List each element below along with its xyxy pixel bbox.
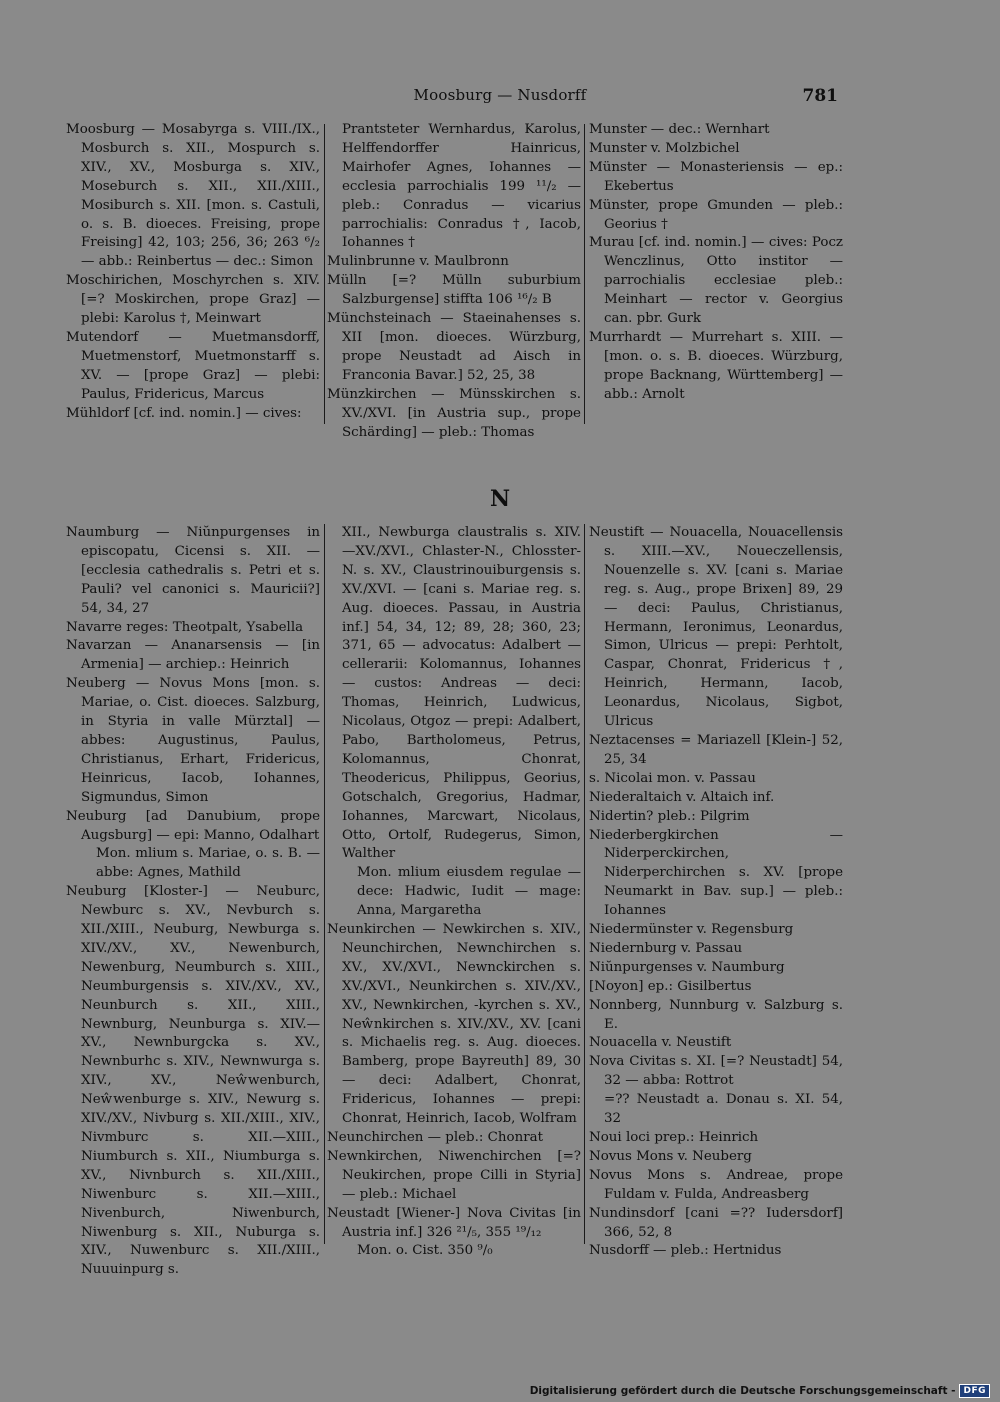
top-column-1 xyxy=(66,121,320,424)
entry-neuberg: Neuberg — Novus Mons [mon. s. Mariae, o. Cist. dioeces. Salzburg, in Styria in valle Mürztal] — abbes: Augustinus, Paulus, Christianus, Erhart, Fridericus, Heinricus, Iacob, Iohannes, Sigmundus, Simon xyxy=(66,676,320,805)
entry-navarre: Navarre reges: Theotpalt, Ysabella xyxy=(66,619,304,635)
entry-noyon: [Noyon] ep.: Gisilbertus xyxy=(589,978,752,994)
footer-text: Digitalisierung gefördert durch die Deutsche Forschungsgemeinschaft - xyxy=(529,1385,956,1397)
entry-neztacenses: Neztacenses = Mariazell [Klein-] 52, 25, 34 xyxy=(589,732,843,767)
entry-munster-dec: Munster — dec.: Wernhart xyxy=(589,122,770,137)
page-number: 781 xyxy=(802,86,838,106)
entry-neustift: Neustift — Nouacella, Nouacellensis s. XIII.—XV., Noueczellensis, Nouenzelle s. XV. [cani s. Mariae reg. s. Aug., prope Brixen] 89, 29 — deci: Paulus, Christianus, Hermann, Ieronimus, Leonardus, Simon, Ulricus — prepi: Perhtolt, Caspar, Chonrat, Fridericus †, Heinrich, Hermann, Iacob, Leonardus, Nicolaus, Sigbot, Ulricus xyxy=(589,525,843,730)
entry-navarzan: Navarzan — Ananarsensis — [in Armenia] — archiep.: Heinrich xyxy=(66,638,320,673)
entry-muhldorf-cont: Prantsteter Wernhardus, Karolus, Helffendorffer Hainricus, Mairhofer Agnes, Iohannes — ecclesia parrochialis 199 ¹¹/₂ — pleb.: Conradus — vicarius parrochialis: Conradus †, Iacob, Iohannes † xyxy=(342,122,581,251)
bottom-column-2 xyxy=(327,524,581,1261)
entry-neunchirchen: Neunchirchen — pleb.: Chonrat xyxy=(327,1130,543,1145)
entry-munchsteinach: Münchsteinach — Staeinahenses s. XII [mon. dioeces. Würzburg, prope Neustadt ad Aisch in Franconia Bavar.] 52, 25, 38 xyxy=(327,311,581,383)
entry-nonnberg: Nonnberg, Nunnburg v. Salzburg s. E. xyxy=(589,997,843,1032)
bottom-column-1 xyxy=(66,524,320,1280)
section-letter-heading: N xyxy=(489,486,511,512)
top-column-divider-1 xyxy=(324,124,325,424)
entry-novus-mons: Novus Mons v. Neuberg xyxy=(589,1148,752,1164)
bottom-column-divider-2 xyxy=(584,524,585,1244)
entry-mulinbrunne: Mulinbrunne v. Maulbronn xyxy=(327,254,509,270)
bottom-column-3 xyxy=(589,524,843,1261)
entry-neustadt: Neustadt [Wiener-] Nova Civitas [in Austria inf.] 326 ²¹/₅, 355 ¹⁹/₁₂ xyxy=(327,1205,581,1240)
entry-neuburg-mon: Mon. mlium s. Mariae, o. s. B. — abbe: Agnes, Mathild xyxy=(96,846,320,881)
entry-niedermunster: Niedermünster v. Regensburg xyxy=(589,922,794,938)
footer-credit xyxy=(530,1384,990,1398)
entry-niederaltaich: Niederaltaich v. Altaich inf. xyxy=(589,789,775,805)
entry-moschirichen: Moschirichen, Moschyrchen s. XIV. [=? Moskirchen, prope Graz] — plebi: Karolus †, Meinwart xyxy=(66,273,320,327)
entry-niedernburg: Niedernburg v. Passau xyxy=(589,940,743,956)
entry-s-nicolai: s. Nicolai mon. v. Passau xyxy=(589,770,756,786)
entry-neuburg-kloster: Neuburg [Kloster-] — Neuburc, Newburc s. XV., Nevburch s. XII./XIII., Neuburg, Newburga s. XIV./XV., XV., Newenburch, Newenburg, Neumburch s. XIII., Neumburgensis s. XIV./XV., XV., Neunburch s. XII., XIII., Newnburg, Neunburga s. XIV.—XV., Newnburgcka s. XV., Newnburhc s. XIV., Newnwurga s. XIV., XV., Neŵwenburch, Neŵwenburge s. XIV., Newurg s. XIV./XV., Nivburg s. XII./XIII., XIV., Nivmburc s. XII.—XIII., Niumburch s. XII., Niumburga s. XV., Nivnburch s. XII./XIII., Niwenburc s. XII.—XIII., Nivenburch, Niwenburch, Niwenburg s. XII., Nuburga s. XIV., Nuwenburc s. XII./XIII., Nuuuinpurg s. xyxy=(66,884,320,1278)
entry-muhldorf: Mühldorf [cf. ind. nomin.] — cives: xyxy=(66,405,302,421)
entry-newnkirchen: Newnkirchen, Niwenchirchen [=? Neukirchen, prope Cilli in Styria] — pleb.: Michael xyxy=(327,1148,581,1202)
running-head: Moosburg — Nusdorff xyxy=(413,86,587,104)
top-column-3 xyxy=(589,121,843,405)
entry-murau: Murau [cf. ind. nomin.] — cives: Pocz Wenczlinus, Otto institor — parrochialis ecclesiae pleb.: Meinhart — rector v. Georgius can. pbr. Gurk xyxy=(589,235,843,327)
entry-mutendorf: Mutendorf — Muetmansdorff, Muetmenstorf, Muetmonstarff s. XV. — [prope Graz] — plebi: Paulus, Fridericus, Marcus xyxy=(66,329,320,402)
entry-nusdorff: Nusdorff — pleb.: Hertnidus xyxy=(589,1243,782,1259)
entry-naumburg: Naumburg — Niŭnpurgenses in episcopatu, Cicensi s. XII. — [ecclesia cathedralis s. Petri et s. Pauli? vel canonici s. Mauricii?] 54, 34, 27 xyxy=(66,525,320,616)
entry-neuburg-kloster-cont: XII., Newburga claustralis s. XIV. —XV./XVI., Chlaster-N., Chlosster-N. s. XV., Claustrinouiburgensis s. XV./XVI. — [cani s. Mariae reg. s. Aug. dioeces. Passau, in Austria inf.] 54, 34, 12; 89, 28; 360, 23; 371, 65 — advocatus: Adalbert — cellerarii: Kolomannus, Iohannes — custos: Andreas — deci: Thomas, Heinrich, Ludwicus, Nicolaus, Otgoz — prepi: Adalbert, Pabo, Bartholomeus, Petrus, Kolomannus, Chonrat, Theodericus, Philippus, Georius, Gotschalch, Gregorius, Hadmar, Iohannes, Marcwart, Nicolaus, Otto, Ortolf, Rudegerus, Simon, Walther xyxy=(342,525,581,862)
entry-neuburg-danubium: Neuburg [ad Danubium, prope Augsburg] — epi: Manno, Odalhart xyxy=(66,808,320,843)
entry-neuburg-mon-mlium: Mon. mlium eiusdem regulae — dece: Hadwic, Iudit — mage: Anna, Margaretha xyxy=(357,865,581,919)
entry-nova-civitas: Nova Civitas s. XI. [=? Neustadt] 54, 32 — abba: Rottrot xyxy=(589,1054,843,1089)
entry-nouacella: Nouacella v. Neustift xyxy=(589,1035,732,1051)
entry-niunpurgenses: Niŭnpurgenses v. Naumburg xyxy=(589,959,785,975)
entry-munster-gmunden: Münster, prope Gmunden — pleb.: Georius † xyxy=(589,197,843,232)
entry-neustadt-mon: Mon. o. Cist. 350 ⁹/₀ xyxy=(357,1243,493,1259)
entry-munzkirchen: Münzkirchen — Münsskirchen s. XV./XVI. [in Austria sup., prope Schärding] — pleb.: Thomas xyxy=(327,386,581,440)
entry-nundinsdorf: Nundinsdorf [cani =?? Iudersdorf] 366, 52, 8 xyxy=(589,1205,843,1240)
entry-mulln: Mülln [=? Mülln suburbium Salzburgense] stiffta 106 ¹⁶/₂ B xyxy=(327,273,581,308)
entry-niederbergkirchen: Niederbergkirchen — Niderperckirchen, Niderperchirchen s. XV. [prope Neumarkt in Bav. sup.] — pleb.: Iohannes xyxy=(589,827,843,919)
entry-munster-molzbichel: Munster v. Molzbichel xyxy=(589,140,740,156)
entry-noui-loci: Noui loci prep.: Heinrich xyxy=(589,1130,759,1145)
bottom-column-divider-1 xyxy=(324,524,325,1244)
entry-neunkirchen: Neunkirchen — Newkirchen s. XIV., Neunchirchen, Newnchirchen s. XV., XV./XVI., Newnckirchen s. XV./XVI., Neunkirchen s. XIV./XV., XV., Newnkirchen, -kyrchen s. XV., Neŵnkirchen s. XIV./XV., XV. [cani s. Michaelis reg. s. Aug. dioeces. Bamberg, prope Bayreuth] 89, 30 — deci: Adalbert, Chonrat, Fridericus, Iohannes — prepi: Chonrat, Heinrich, Iacob, Wolfram xyxy=(327,922,581,1127)
entry-munster-monasteriensis: Münster — Monasteriensis — ep.: Ekebertus xyxy=(589,159,843,194)
top-column-divider-2 xyxy=(584,124,585,424)
dfg-logo-icon: DFG xyxy=(959,1384,990,1398)
entry-nova-civitas-alt: =?? Neustadt a. Donau s. XI. 54, 32 xyxy=(604,1092,843,1127)
entry-novus-mons-andreae: Novus Mons s. Andreae, prope Fuldam v. Fulda, Andreasberg xyxy=(589,1167,843,1202)
top-column-2 xyxy=(327,121,581,442)
entry-murrhardt: Murrhardt — Murrehart s. XIII. — [mon. o. s. B. dioeces. Würzburg, prope Backnang, Württemberg] — abb.: Arnolt xyxy=(589,329,843,402)
entry-moosburg: Moosburg — Mosabyrga s. VIII./IX., Mosburch s. XII., Mospurch s. XIV., XV., Mosburga s. XIV., Moseburch s. XII., XII./XIII., Mosiburch s. XII. [mon. s. Castuli, o. s. B. dioeces. Freising, prope Freising] 42, 103; 256, 36; 263 ⁶/₂ — abb.: Reinbertus — dec.: Simon xyxy=(66,122,320,270)
entry-nidertin: Nidertin? pleb.: Pilgrim xyxy=(589,808,750,824)
